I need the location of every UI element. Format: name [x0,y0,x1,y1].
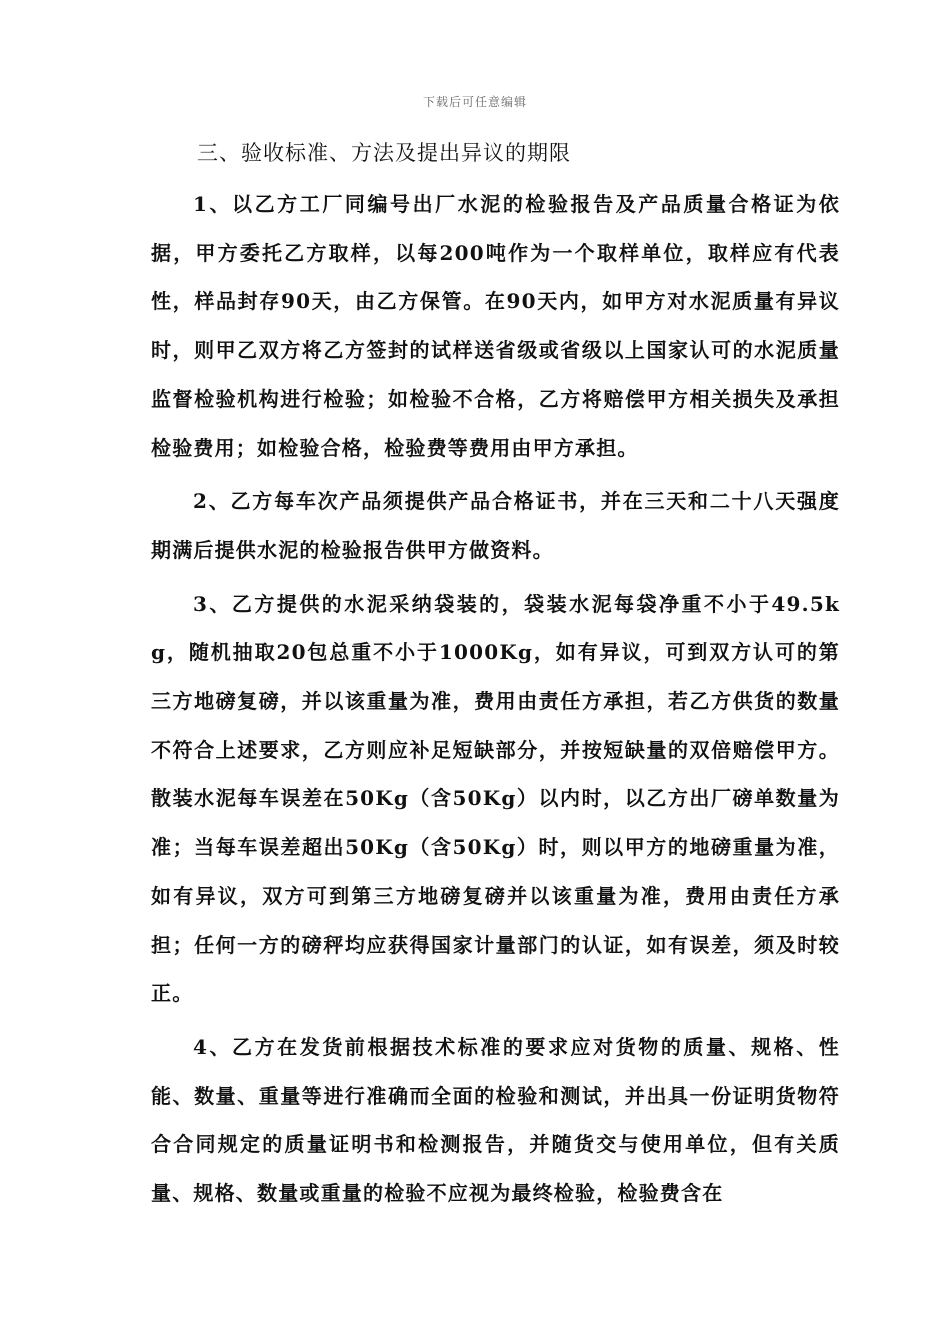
page-header-note: 下载后可任意编辑 [422,95,527,109]
paragraph-2: 2、乙方每车次产品须提供产品合格证书，并在三天和二十八天强度期满后提供水泥的检验报告供甲方做资料。 [151,489,840,562]
section-title: 三、验收标准、方法及提出异议的期限 [197,141,571,165]
paragraph-3: 3、乙方提供的水泥采纳袋装的，袋装水泥每袋净重不小于49.5kg，随机抽取20包总重不小于1000Kg，如有异议，可到双方认可的第三方地磅复磅，并以该重量为准，费用由责任方承担，若乙方供货的数量不符合上述要求，乙方则应补足短缺部分，并按短缺量的双倍赔偿甲方。散装水泥每车误差在50Kg（含50Kg）以内时，以乙方出厂磅单数量为准；当每车误差超出50Kg（含50Kg）时，则以甲方的地磅重量为准，如有异议，双方可到第三方地磅复磅并以该重量为准，费用由责任方承担；任何一方的磅秤均应获得国家计量部门的认证，如有误差，须及时较正。 [151,591,840,1006]
paragraph-1: 1、以乙方工厂同编号出厂水泥的检验报告及产品质量合格证为依据，甲方委托乙方取样，以每200吨作为一个取样单位，取样应有代表性，样品封存90天，由乙方保管。在90天内，如甲方对水泥质量有异议时，则甲乙双方将乙方签封的试样送省级或省级以上国家认可的水泥质量监督检验机构进行检验；如检验不合格，乙方将赔偿甲方相关损失及承担检验费用；如检验合格，检验费等费用由甲方承担。 [151,192,840,460]
document-body [151,133,840,1223]
paragraph-4: 4、乙方在发货前根据技术标准的要求应对货物的质量、规格、性能、数量、重量等进行准确而全面的检验和测试，并出具一份证明货物符合合同规定的质量证明书和检测报告，并随货交与使用单位，但有关质量、规格、数量或重量的检验不应视为最终检验，检验费含在 [151,1034,840,1206]
